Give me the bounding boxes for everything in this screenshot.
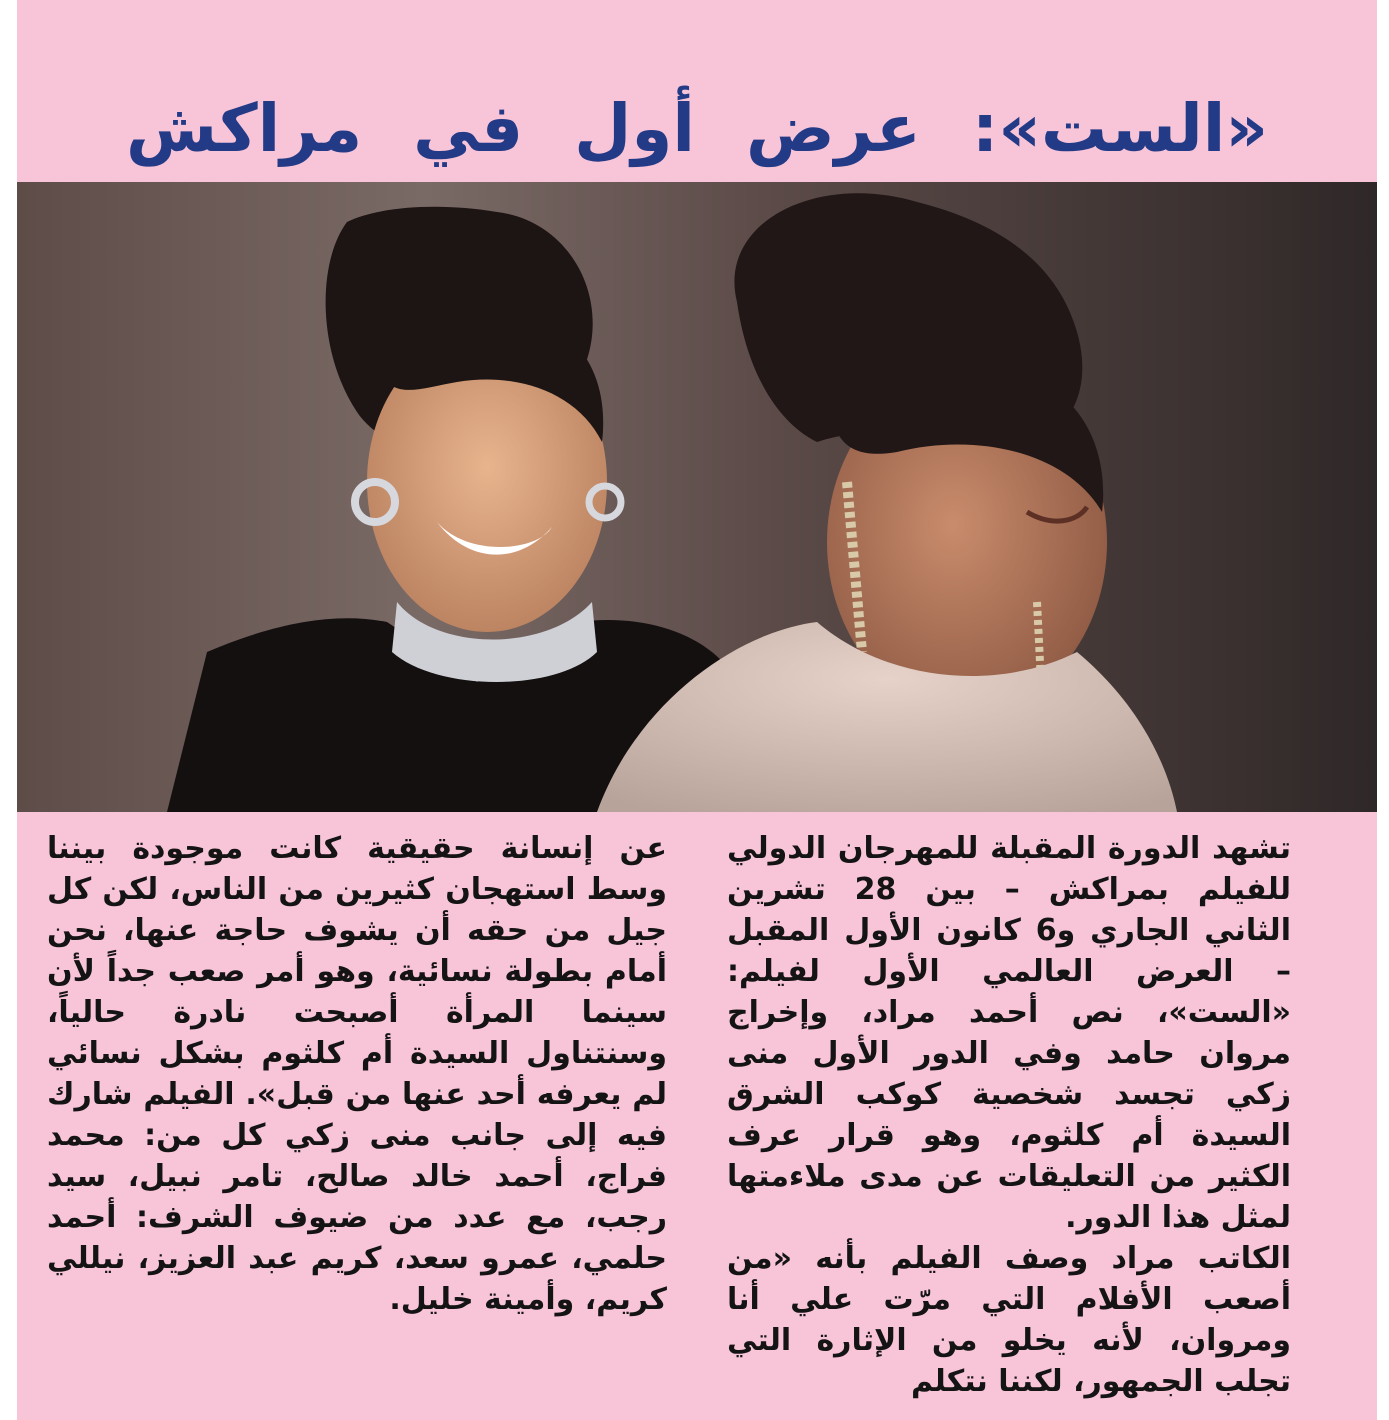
article-headline: «الست»: عرض أول في مراكش — [125, 90, 1269, 168]
text-column-right — [727, 828, 1347, 1402]
magazine-page — [17, 0, 1377, 1420]
text-column-left — [47, 828, 667, 1320]
article-body — [17, 828, 1377, 1399]
article-photo — [17, 182, 1377, 812]
paragraph: عن إنسانة حقيقية كانت موجودة بيننا وسط استهجان كثيرين من الناس، لكن كل جيل من حقه أن يشوف حاجة عنها، نحن أمام بطولة نسائية، وهو أمر صعب جداً لأن سينما المرأة أصبحت نادرة حالياً، وسنتناول السيدة أم كلثوم بشكل نسائي لم يعرفه أحد عنها من قبل». الفيلم شارك فيه إلى جانب منى زكي كل من: محمد فراج، أحمد خالد صالح، تامر نبيل، سيد رجب، مع عدد من ضيوف الشرف: أحمد حلمي، عمرو سعد، كريم عبد العزيز، نيللي كريم، وأمينة خليل. — [47, 831, 667, 1317]
paragraph: تشهد الدورة المقبلة للمهرجان الدولي للفيلم بمراكش – بين 28 تشرين الثاني الجاري و6 كانون الأول المقبل – العرض العالمي الأول لفيلم: «الست»، نص أحمد مراد، وإخراج مروان حامد وفي الدور الأول منى زكي تجسد شخصية كوكب الشرق السيدة أم كلثوم، وهو قرار عرف الكثير من التعليقات عن مدى ملاءمتها لمثل هذا الدور. — [727, 831, 1291, 1235]
paragraph: الكاتب مراد وصف الفيلم بأنه «من أصعب الأفلام التي مرّت علي أنا ومروان، لأنه يخلو من الإثارة التي تجلب الجمهور، لكننا نتكلم — [727, 1241, 1291, 1399]
